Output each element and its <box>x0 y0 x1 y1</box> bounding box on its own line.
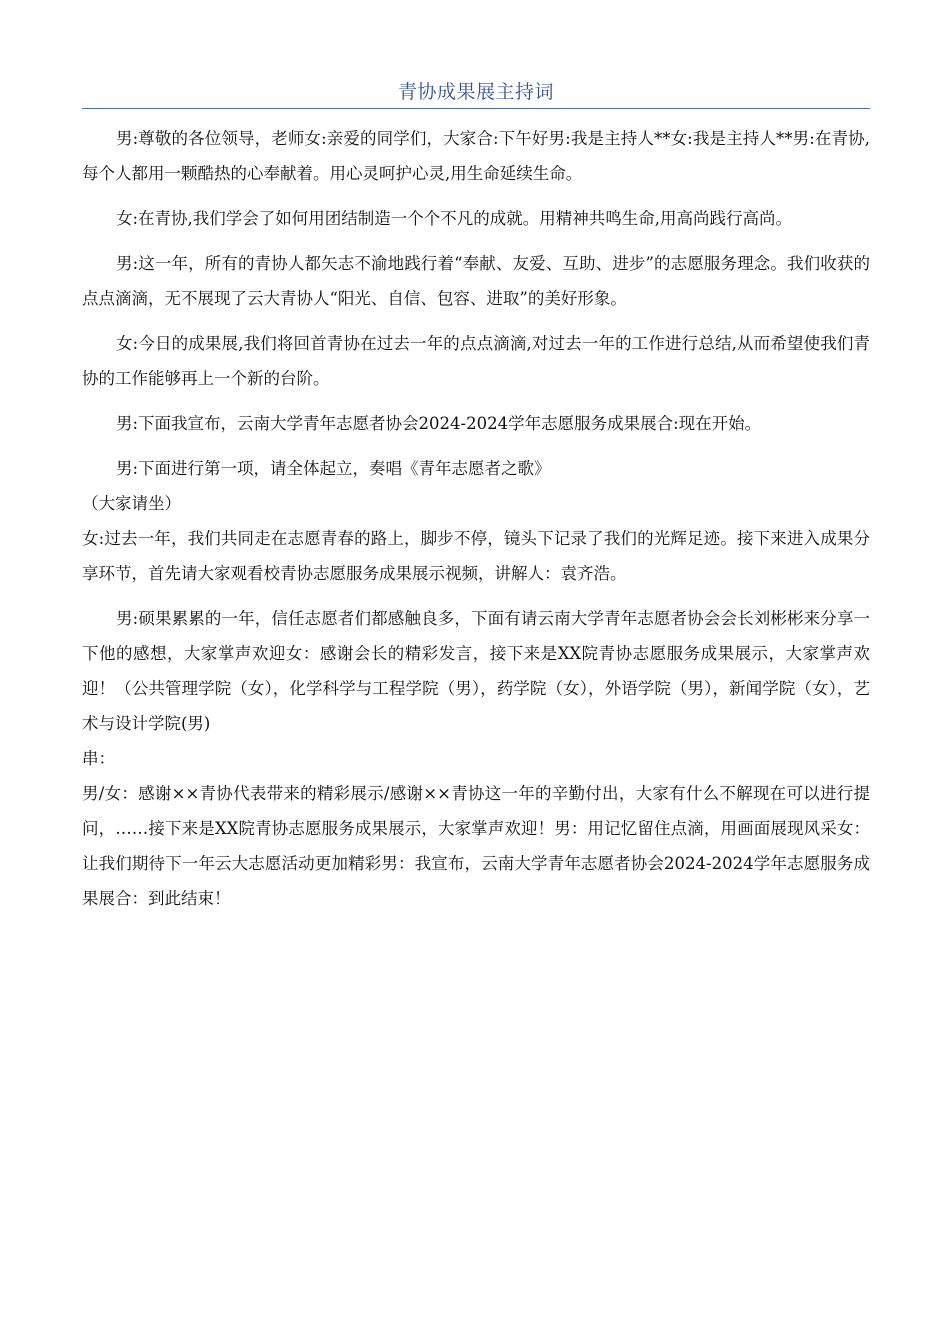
paragraph-year-review: 男:这一年，所有的青协人都矢志不渝地践行着“奉献、友爱、互助、进步”的志愿服务理念。我们收获的点点滴滴，无不展现了云大青协人“阳光、自信、包容、进取”的美好形象。 <box>82 254 870 308</box>
paragraph-anthem: 男:下面进行第一项，请全体起立，奏唱《青年志愿者之歌》 <box>116 459 551 478</box>
paragraph-transition-label: 串： <box>82 749 115 768</box>
paragraph-video: 女:过去一年，我们共同走在志愿青春的路上，脚步不停，镜头下记录了我们的光辉足迹。接下来进入成果分享环节，首先请大家观看校青协志愿服务成果展示视频，讲解人：袁齐浩。 <box>82 529 870 583</box>
paragraph-opening: 男:尊敬的各位领导，老师女:亲爱的同学们，大家合:下午好男:我是主持人**女:我是主持人**男:在青协,每个人都用一颗酷热的心奉献着。用心灵呵护心灵,用生命延续生命。 <box>82 129 870 183</box>
paragraph-president-speech: 男:硕果累累的一年，信任志愿者们都感触良多，下面有请云南大学青年志愿者协会会长刘彬彬来分享一下他的感想，大家掌声欢迎女：感谢会长的精彩发言，接下来是XX院青协志愿服务成果展示，大家掌声欢迎！（公共管理学院（女），化学科学与工程学院（男），药学院（女），外语学院（男），新闻学院（女），艺术与设计学院(男) <box>82 609 870 733</box>
document-page <box>82 76 870 926</box>
paragraph-announcement: 男:下面我宣布，云南大学青年志愿者协会2024-2024学年志愿服务成果展合:现在开始。 <box>116 414 762 433</box>
paragraph-unity: 女:在青协,我们学会了如何用团结制造一个个不凡的成就。用精神共鸣生命,用高尚践行高尚。 <box>116 209 793 228</box>
paragraph-exhibition-intro: 女:今日的成果展,我们将回首青协在过去一年的点点滴滴,对过去一年的工作进行总结,从而希望使我们青协的工作能够再上一个新的台阶。 <box>82 334 870 388</box>
document-title: 青协成果展主持词 <box>82 76 870 109</box>
paragraph-be-seated: （大家请坐） <box>82 494 181 513</box>
paragraph-closing: 男/女：感谢××青协代表带来的精彩展示/感谢××青协这一年的辛勤付出，大家有什么不解现在可以进行提问，……接下来是XX院青协志愿服务成果展示，大家掌声欢迎！男：用记忆留住点滴，用画面展现风采女：让我们期待下一年云大志愿活动更加精彩男：我宣布，云南大学青年志愿者协会2024-2024学年志愿服务成果展合：到此结束！ <box>82 784 870 908</box>
